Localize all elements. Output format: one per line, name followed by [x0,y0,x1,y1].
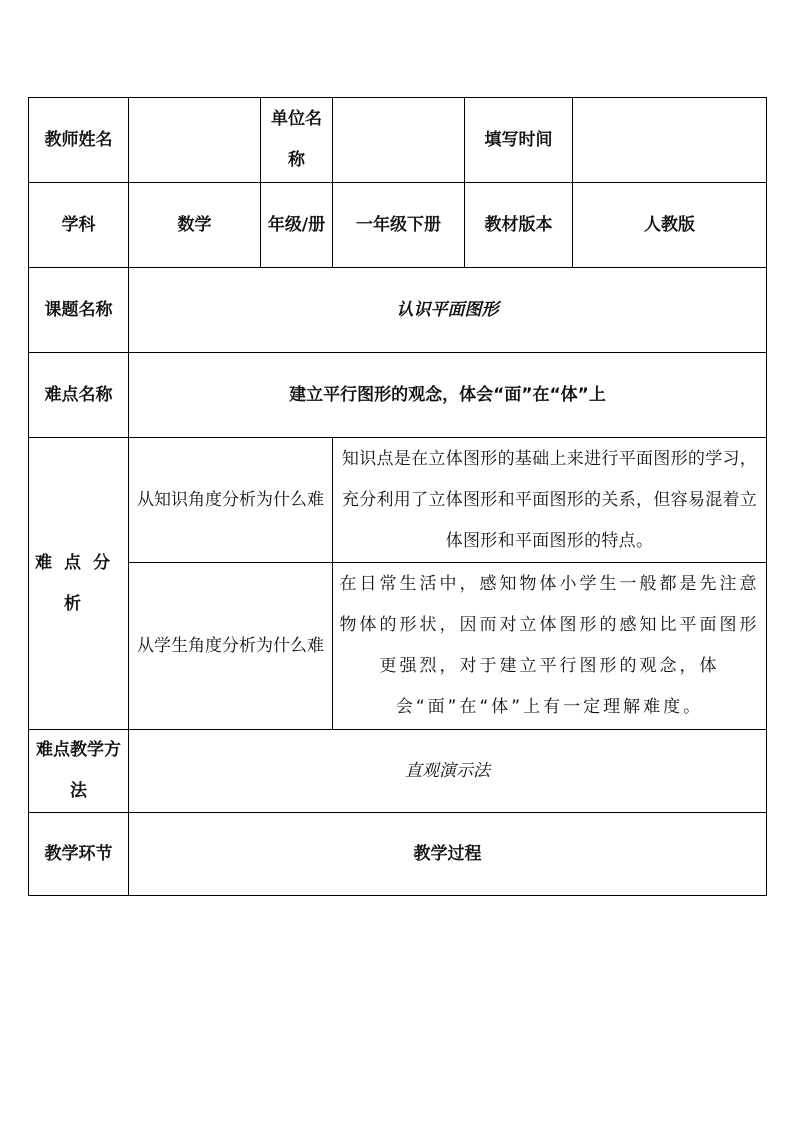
teacher-name-label: 教师姓名 [29,98,129,183]
knowledge-angle-text: 知识点是在立体图形的基础上来进行平面图形的学习，充分利用了立体图形和平面图形的关系，但容易混着立体图形和平面图形的特点。 [333,438,767,563]
method-value: 直观演示法 [129,730,767,813]
grade-label: 年级/册 [261,183,333,268]
grade-value: 一年级下册 [333,183,465,268]
fill-time-value[interactable] [573,98,767,183]
subject-value: 数学 [129,183,261,268]
subject-label: 学科 [29,183,129,268]
lesson-form-table [28,97,767,896]
fill-time-label: 填写时间 [465,98,573,183]
student-angle-label: 从学生角度分析为什么难 [129,563,333,730]
difficulty-label: 难点名称 [29,353,129,438]
textbook-value: 人教版 [573,183,767,268]
topic-value: 认识平面图形 [129,268,767,353]
textbook-label: 教材版本 [465,183,573,268]
process-label: 教学过程 [129,813,767,896]
step-label: 教学环节 [29,813,129,896]
teacher-name-value[interactable] [129,98,261,183]
unit-label: 单位名称 [261,98,333,183]
knowledge-angle-label: 从知识角度分析为什么难 [129,438,333,563]
student-angle-text: 在日常生活中，感知物体小学生一般都是先注意物体的形状，因而对立体图形的感知比平面图形更强烈，对于建立平行图形的观念，体会“面”在“体”上有一定理解难度。 [333,563,767,730]
topic-label: 课题名称 [29,268,129,353]
difficulty-value: 建立平行图形的观念，体会“面”在“体”上 [129,353,767,438]
unit-value[interactable] [333,98,465,183]
analysis-label: 难点分析 [29,438,129,730]
method-label: 难点教学方法 [29,730,129,813]
